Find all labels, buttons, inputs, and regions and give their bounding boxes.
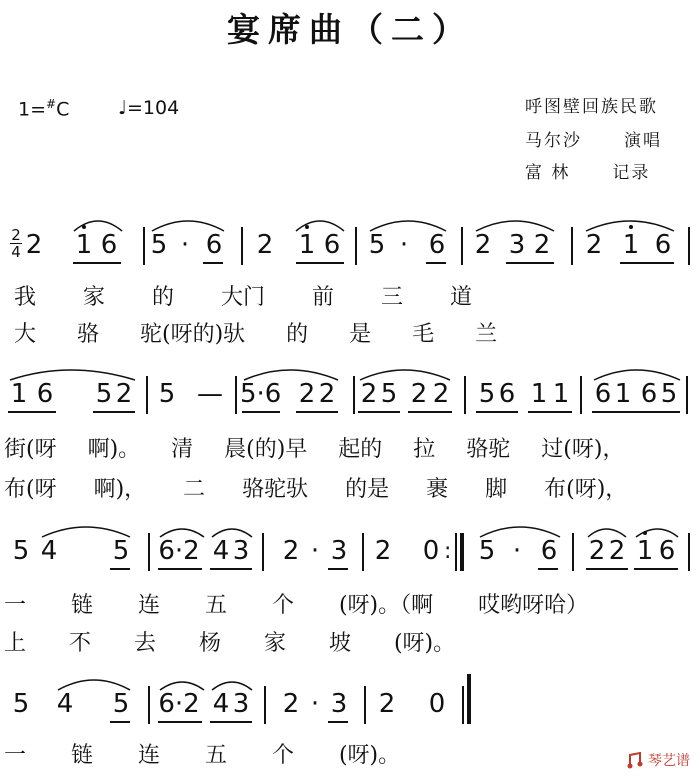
watermark-text: 琴艺谱 <box>648 753 690 769</box>
lyrics-verse-1: 一 链 连 五 个 (呀)。（啊 哎哟呀哈） <box>4 593 589 618</box>
beam <box>328 721 348 723</box>
beam <box>408 411 452 413</box>
beam <box>296 262 344 264</box>
note: 3 <box>232 689 250 719</box>
beam <box>296 411 338 413</box>
note: · <box>399 230 409 260</box>
slur-marks <box>0 364 700 384</box>
key-label: 1= <box>18 98 47 121</box>
key-note: C <box>56 98 70 121</box>
note: 2 <box>374 536 392 566</box>
note: 1 <box>622 230 640 260</box>
note: 2 <box>474 230 492 260</box>
time-signature: 2 4 <box>11 226 21 261</box>
note: 2 <box>318 379 336 409</box>
watermark-logo <box>626 750 690 770</box>
note: 1 <box>10 379 28 409</box>
credit-recorder: 富 林 记录 <box>525 163 651 183</box>
note: 6 <box>658 536 676 566</box>
note: 2 <box>360 379 378 409</box>
quarter-note-icon: ♩ <box>118 97 127 119</box>
note: 6·2 <box>158 689 200 719</box>
note: 2 <box>115 379 133 409</box>
note: 2 <box>25 230 43 260</box>
note: 2 <box>282 689 300 719</box>
music-note-icon <box>626 752 644 770</box>
note: 5 <box>478 536 496 566</box>
note: · <box>310 689 320 719</box>
slur-marks <box>0 672 700 692</box>
beam <box>158 721 202 723</box>
note: 6 <box>640 379 658 409</box>
beam <box>210 568 252 570</box>
note: 5 <box>660 379 678 409</box>
note: 2 <box>432 379 450 409</box>
beam <box>426 262 446 264</box>
note: 5 <box>368 230 386 260</box>
note: — <box>197 379 223 409</box>
credit-singer: 马尔沙 演唱 <box>525 131 662 151</box>
beam <box>634 568 678 570</box>
note: 1 <box>552 379 570 409</box>
note: 2 <box>588 536 606 566</box>
note: 2 <box>608 536 626 566</box>
note: 6·2 <box>158 536 200 566</box>
slur-marks <box>0 519 700 539</box>
note: 1 <box>530 379 548 409</box>
beam <box>476 411 518 413</box>
page-title: 宴席曲（二） <box>227 10 473 49</box>
lyrics-verse-2: 上 不 去 杨 家 坡 (呀)。 <box>4 631 456 656</box>
note: 5·6 <box>240 379 282 409</box>
note: 5 <box>112 689 130 719</box>
beam <box>528 411 572 413</box>
beam <box>73 262 121 264</box>
beam <box>203 262 223 264</box>
note: 6 <box>540 536 558 566</box>
beam <box>506 262 554 264</box>
beam <box>93 411 135 413</box>
repeat-sign: : <box>444 539 452 564</box>
note: 5 <box>95 379 113 409</box>
note: 2 <box>298 379 316 409</box>
lyrics-verse-2: 大 骆 驼(呀的)驮 的 是 毛 兰 <box>14 322 498 347</box>
beam <box>328 568 348 570</box>
beam <box>158 568 202 570</box>
tempo-marking <box>118 97 179 119</box>
beam <box>586 568 628 570</box>
lyrics-verse-1: 一 链 连 五 个 (呀)。 <box>4 743 401 768</box>
note: 6 <box>36 379 54 409</box>
note: 2 <box>533 230 551 260</box>
note: 0 <box>428 689 446 719</box>
note: 1 <box>614 379 632 409</box>
note: 3 <box>330 689 348 719</box>
beam <box>538 568 558 570</box>
note: 3 <box>508 230 526 260</box>
note: 5 <box>380 379 398 409</box>
note: 5 <box>112 536 130 566</box>
lyrics-verse-2: 布(呀 啊)， 二 骆驼驮 的是 裹 脚 布(呀)， <box>4 477 628 502</box>
note: 2 <box>256 230 274 260</box>
note: 6 <box>323 230 341 260</box>
note: · <box>310 536 320 566</box>
note: · <box>180 230 190 260</box>
beam <box>620 262 674 264</box>
note: 5 <box>12 689 30 719</box>
beam <box>110 721 130 723</box>
note: 6 <box>498 379 516 409</box>
key-sharp: # <box>46 97 57 111</box>
note: 6 <box>654 230 672 260</box>
beam <box>210 721 252 723</box>
key-signature <box>18 97 69 120</box>
note: 4 <box>212 689 230 719</box>
beam <box>110 568 130 570</box>
beam <box>592 411 680 413</box>
note: 5 <box>478 379 496 409</box>
lyrics-verse-1: 我 家 的 大门 前 三 道 <box>14 285 472 310</box>
note: 2 <box>282 536 300 566</box>
slur-marks <box>0 213 700 233</box>
note: 0 <box>422 536 440 566</box>
note: 2 <box>410 379 428 409</box>
note: 6 <box>100 230 118 260</box>
note: 4 <box>40 536 58 566</box>
note: 5 <box>12 536 30 566</box>
note: 4 <box>56 689 74 719</box>
note: 2 <box>585 230 603 260</box>
note: 4 <box>212 536 230 566</box>
note: · <box>512 536 522 566</box>
note: 6 <box>594 379 612 409</box>
note: 3 <box>330 536 348 566</box>
credit-origin: 呼图壁回族民歌 <box>525 97 658 117</box>
lyrics-verse-1: 街(呀 啊)。 清 晨(的)早 起的 拉 骆驼 过(呀)， <box>4 437 625 462</box>
note: 1 <box>75 230 93 260</box>
beam <box>358 411 400 413</box>
note: 6 <box>205 230 223 260</box>
note: 1 <box>298 230 316 260</box>
note: 1 <box>636 536 654 566</box>
beam <box>8 411 56 413</box>
note: 5 <box>150 230 168 260</box>
beam <box>242 411 280 413</box>
note: 5 <box>158 379 176 409</box>
note: 6 <box>428 230 446 260</box>
note: 2 <box>378 689 396 719</box>
tempo-value: =104 <box>126 97 180 119</box>
note: 3 <box>232 536 250 566</box>
